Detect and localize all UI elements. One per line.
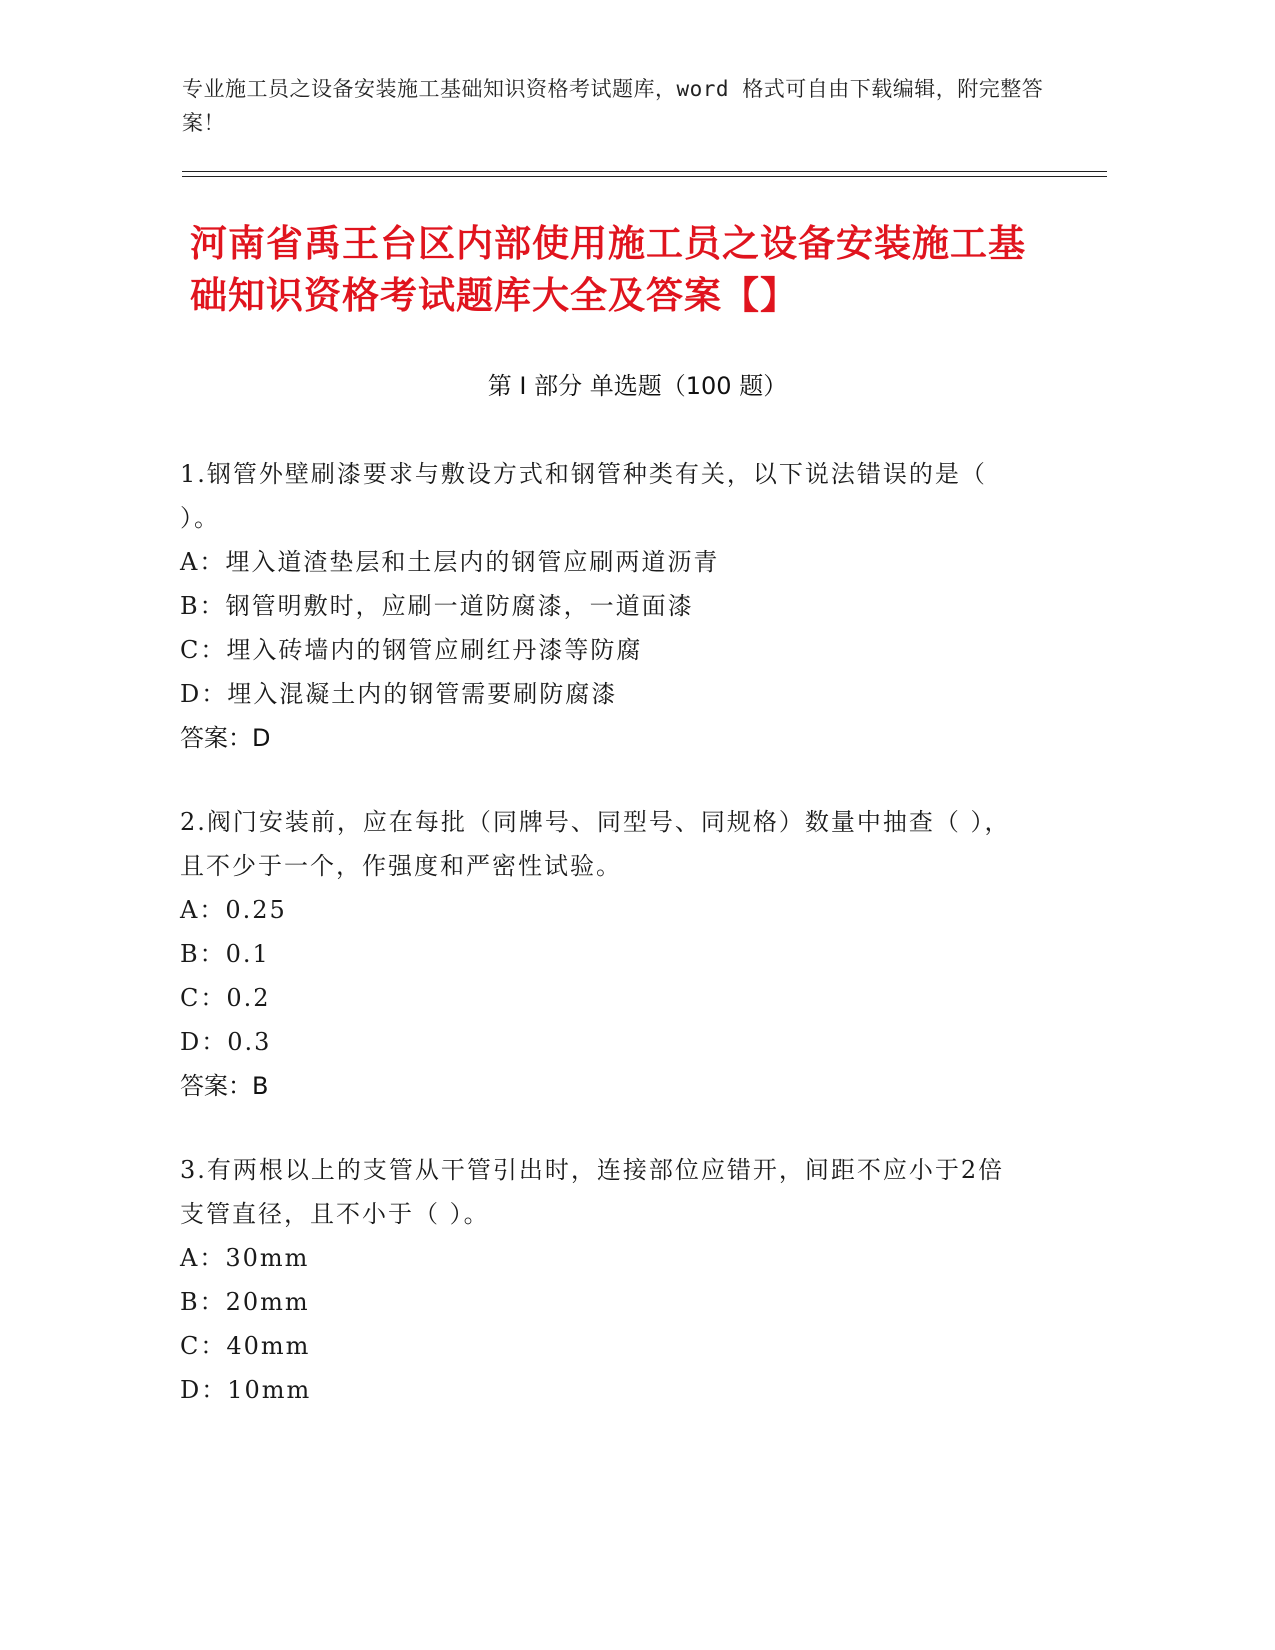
question-stem: 1.钢管外壁刷漆要求与敷设方式和钢管种类有关，以下说法错误的是（ ）。 [180,460,987,532]
header-divider-bottom [182,176,1107,177]
question-2 [180,800,1020,1108]
option-d: D：埋入混凝土内的钢管需要刷防腐漆 [180,680,618,708]
option-b: B：0.1 [180,940,270,968]
header-divider-top [182,171,1107,172]
option-d: D：10mm [180,1376,312,1404]
option-b: B：20mm [180,1288,310,1316]
header-note: 专业施工员之设备安装施工基础知识资格考试题库，word 格式可自由下载编辑，附完整答案！ [182,77,1044,135]
option-c: C：0.2 [180,984,271,1012]
option-a: A：30mm [180,1244,310,1272]
question-1 [180,452,1020,760]
option-c: C：40mm [180,1332,311,1360]
question-list [180,452,1020,1452]
question-3 [180,1148,1020,1412]
option-d: D：0.3 [180,1028,272,1056]
option-a: A：0.25 [180,896,287,924]
option-c: C：埋入砖墙内的钢管应刷红丹漆等防腐 [180,636,643,664]
answer: 答案：D [180,724,271,752]
option-a: A：埋入道渣垫层和土层内的钢管应刷两道沥青 [180,548,720,576]
section-title: 第 I 部分 单选题（100 题） [487,372,788,400]
document-title: 河南省禹王台区内部使用施工员之设备安装施工基础知识资格考试题库大全及答案【】 [190,222,1026,317]
answer: 答案：B [180,1072,269,1100]
question-stem: 2.阀门安装前，应在每批（同牌号、同型号、同规格）数量中抽查（ ），且不少于一个，作强度和严密性试验。 [180,808,1011,880]
option-b: B：钢管明敷时，应刷一道防腐漆，一道面漆 [180,592,694,620]
question-stem: 3.有两根以上的支管从干管引出时，连接部位应错开，间距不应小于2倍支管直径，且不小于（ ）。 [180,1156,1005,1228]
